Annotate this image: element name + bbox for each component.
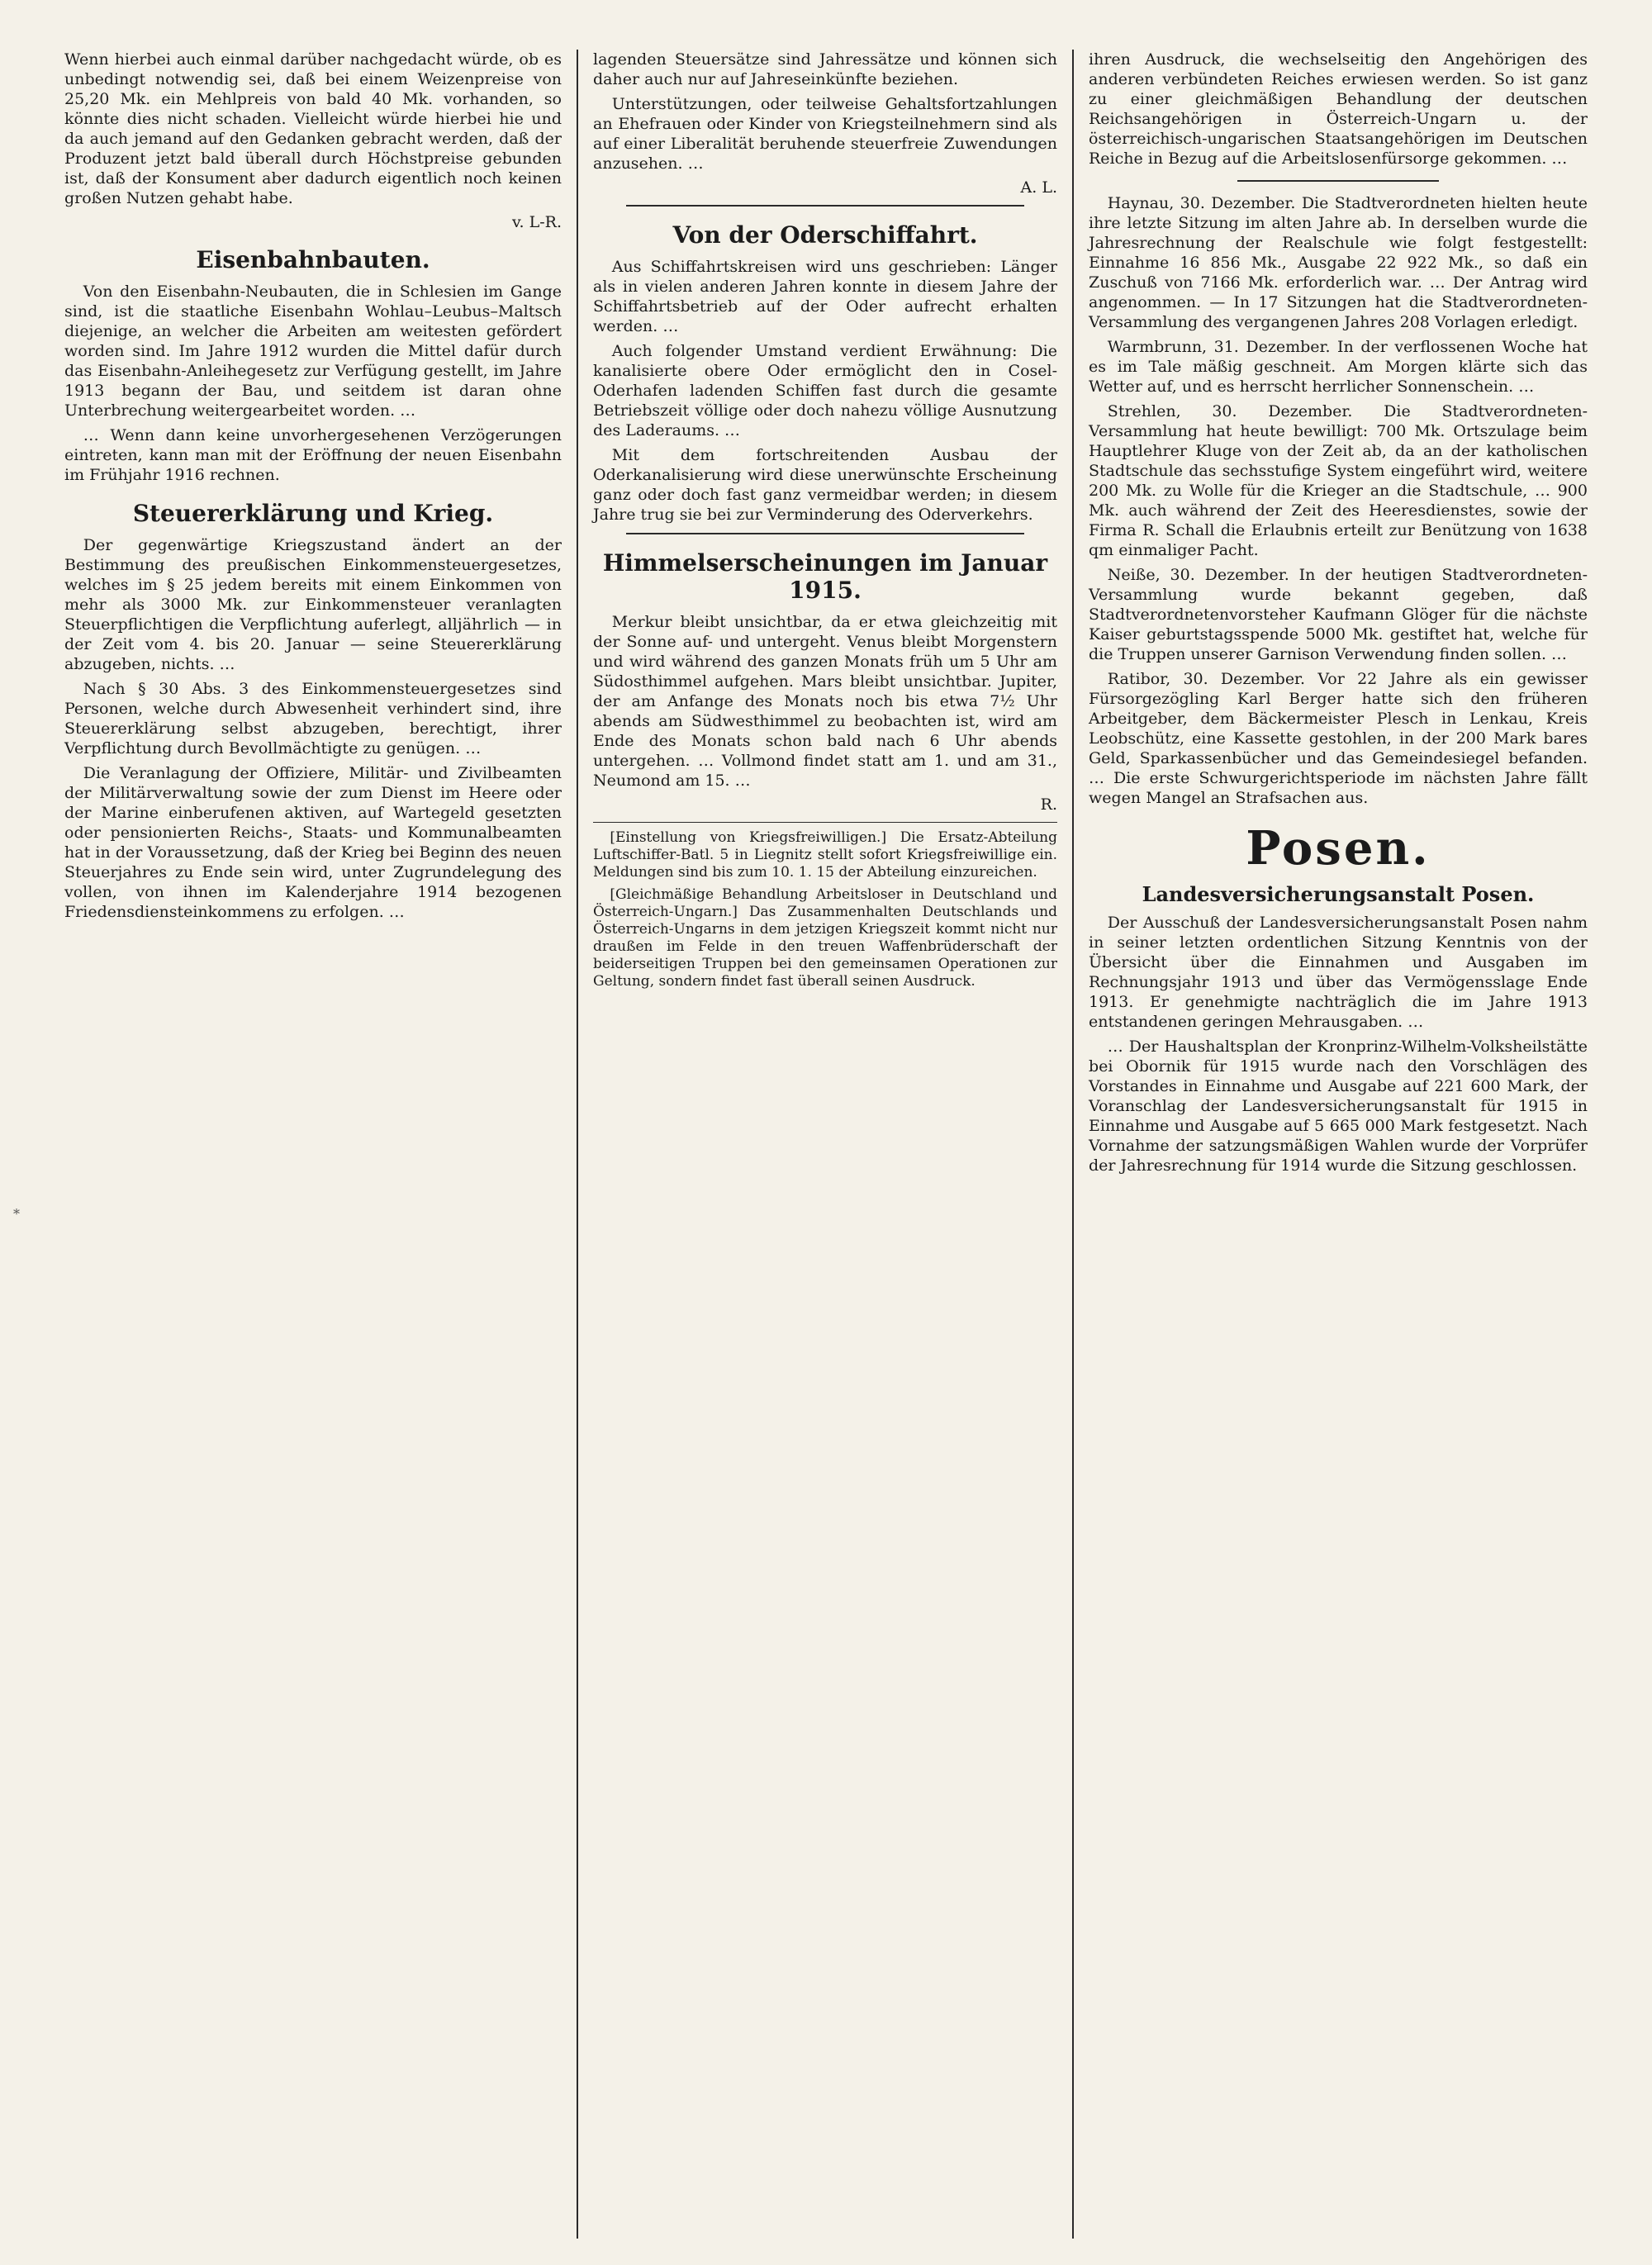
paragraph: Aus Schiffahrtskreisen wird uns geschrieben: Länger als in vielen anderen Jahren konnte in diesem Jahre der Schiffahrtsbetrieb auf der Oder aufrecht erhalten werden. …: [593, 258, 1057, 335]
headline-oderschiffahrt: Von der Oderschiffahrt.: [672, 221, 978, 249]
local-news-strehlen: Strehlen, 30. Dezember. Die Stadtverordneten-Versammlung hat heute bewilligt: 700 Mk. Ortszulage beim Hauptlehrer Kluge von der Zeit ab, da an der katholischen Stadtschule das sechsstufige System eingeführt wird, weitere 200 Mk. zu Wolle für die Krieger an die Stadtschule, … 900 Mk. auch während der Zeit des Heeresdienstes, sowie der Firma R. Schall die Erlaubnis erteilt zur Benützung von 1638 qm einmaliger Pacht.: [1089, 402, 1588, 559]
headline-eisenbahnbauten: Eisenbahnbauten.: [196, 246, 430, 273]
headline-landesversicherung: Landesversicherungsanstalt Posen.: [1142, 882, 1535, 906]
paragraph: … Der Haushaltsplan der Kronprinz-Wilhelm-Volksheilstätte bei Obornik für 1915 wurde nach den Vorschlägen des Vorstandes in Einnahme und Ausgabe auf 221 600 Mark, der Voranschlag der Landesversicherungsanstalt für 1915 in Einnahme und Ausgabe auf 5 665 000 Mark festgesetzt. Nach Vornahme der satzungsmäßigen Wahlen wurde der Vorprüfer der Jahresrechnung für 1914 wurde die Sitzung geschlossen.: [1089, 1038, 1588, 1175]
columns: [50, 50, 1619, 2239]
paragraph: lagenden Steuersätze sind Jahressätze und können sich daher auch nur auf Jahreseinkünfte beziehen.: [593, 50, 1057, 88]
headline-himmelserscheinungen: Himmelserscheinungen im Januar 1915.: [602, 549, 1048, 604]
notices: [593, 822, 1057, 990]
paragraph: Auch folgender Umstand verdient Erwähnung: Die kanalisierte obere Oder ermöglicht den in Cosel-Oderhafen ladenden Schiffen fast durch die gesamte Betriebszeit völlige oder doch nahezu völlige Ausnutzung des Laderaums. …: [593, 342, 1057, 439]
notice-arbeitslose: [Gleichmäßige Behandlung Arbeitsloser in Deutschland und Österreich-Ungarn.] Das Zusammenhalten Deutschlands und Österreich-Ungarns in dem jetzigen Kriegszeit kommt nicht nur draußen im Felde in den treuen Waffenbrüderschaft der beiderseitigen Truppen bei den gemeinsamen Operationen zur Geltung, sondern findet fast überall seinen Ausdruck.: [593, 886, 1057, 990]
paragraph: ihren Ausdruck, die wechselseitig den Angehörigen des anderen verbündeten Reiches erwiesen werden. So ist ganz zu einer gleichmäßigen Behandlung der deutschen Reichsangehörigen in Österreich-Ungarn u. der österreichisch-ungarischen Staatsangehörigen im Deutschen Reiche in Bezug auf die Arbeitslosenfürsorge gekommen. …: [1089, 50, 1588, 168]
local-news-warmbrunn: Warmbrunn, 31. Dezember. In der verflossenen Woche hat es im Tale mäßig geschneit. Am Morgen klärte sich das Wetter auf, und es herrscht herrlicher Sonnenschein. …: [1089, 338, 1588, 396]
paragraph: Unterstützungen, oder teilweise Gehaltsfortzahlungen an Ehefrauen oder Kinder von Kriegsteilnehmern sind als auf einer Liberalität beruhende steuerfreie Zuwendungen anzusehen. …: [593, 95, 1057, 173]
signature: R.: [1040, 795, 1057, 814]
paragraph: … Wenn dann keine unvorhergesehenen Verzögerungen eintreten, kann man mit der Eröffnung der neuen Eisenbahn im Frühjahr 1916 rechnen.: [64, 426, 562, 484]
paragraph: Mit dem fortschreitenden Ausbau der Oderkanalisierung wird diese unerwünschte Erscheinung ganz oder doch fast ganz vermeidbar werden; in diesem Jahre trug sie bei zur Verminderung des Oderverkehrs.: [593, 446, 1057, 524]
column-right: [1074, 50, 1602, 2239]
paragraph: Von den Eisenbahn-Neubauten, die in Schlesien im Gange sind, ist die staatliche Eisenbahn Wohlau–Leubus–Maltsch diejenige, an welcher die Arbeiten am weitesten gefördert worden sind. Im Jahre 1912 wurden die Mittel dafür durch das Eisenbahn-Anleihegesetz zur Verfügung gestellt, im Jahre 1913 begann der Bau, und seitdem ist daran ohne Unterbrechung weitergearbeitet worden. …: [64, 283, 562, 420]
paragraph: Nach § 30 Abs. 3 des Einkommensteuergesetzes sind Personen, welche durch Abwesenheit verhindert sind, ihre Steuererklärung selbst abzugeben, berechtigt, ihrer Verpflichtung durch Bevollmächtigte zu genügen. …: [64, 680, 562, 757]
margin-asterisk: *: [13, 1206, 20, 1222]
paragraph: Der gegenwärtige Kriegszustand ändert an der Bestimmung des preußischen Einkommensteuergesetzes, welches im § 25 jedem bereits mit einem Einkommen von mehr als 3000 Mk. zur Einkommensteuer veranlagten Steuerpflichtigen die Verpflichtung auferlegt, alljährlich — in der Zeit vom 4. bis 20. Januar — seine Steuererklärung abzugeben, nichts. …: [64, 536, 562, 673]
headline-steuererklaerung: Steuererklärung und Krieg.: [132, 500, 494, 527]
divider: [1237, 180, 1439, 182]
margin-marks: [8, 0, 33, 2265]
local-news-neisse: Neiße, 30. Dezember. In der heutigen Stadtverordneten-Versammlung wurde bekannt gegeben, daß Stadtverordnetenvorsteher Kaufmann Glöger für die nächste Kaiser geburtstagsspende 5000 Mk. gestiftet hat, welche für die Truppen unserer Garnison Verwendung finden sollen. …: [1089, 566, 1588, 663]
divider: [626, 205, 1024, 207]
section-heading-posen: Posen.: [1246, 821, 1431, 876]
signature: A. L.: [1020, 178, 1057, 197]
local-news-haynau: Haynau, 30. Dezember. Die Stadtverordneten hielten heute ihre letzte Sitzung im alten Jahre ab. In derselben wurde die Jahresrechnung der Realschule wie folgt festgestellt: Einnahme 16 856 Mk., Ausgabe 22 922 Mk., so daß ein Zuschuß von 7166 Mk. erforderlich war. … Der Antrag wird angenommen. — In 17 Sitzungen hat die Stadtverordneten-Versammlung des vergangenen Jahres 208 Vorlagen erledigt.: [1089, 194, 1588, 331]
paragraph: Merkur bleibt unsichtbar, da er etwa gleichzeitig mit der Sonne auf- und untergeht. Venus bleibt Morgenstern und wird während des ganzen Monats früh um 5 Uhr am Südosthimmel aufgehen. Mars bleibt unsichtbar. Jupiter, der am Anfange des Monats noch bis etwa 7½ Uhr abends am Südwesthimmel zu beobachten ist, wird am Ende des Monats schon bald nach 6 Uhr abends untergehen. … Vollmond findet statt am 1. und am 31., Neumond am 15. …: [593, 613, 1057, 790]
paragraph: Der Ausschuß der Landesversicherungsanstalt Posen nahm in seiner letzten ordentlichen Sitzung Kenntnis von der Übersicht über die Einnahmen und Ausgaben im Rechnungsjahr 1913 und über das Vermögensslage Ende 1913. Er genehmigte nachträglich die im Jahre 1913 entstandenen geringen Mehrausgaben. …: [1089, 914, 1588, 1031]
notice-kriegsfreiwillige: [Einstellung von Kriegsfreiwilligen.] Die Ersatz-Abteilung Luftschiffer-Batl. 5 in Liegnitz stellt sofort Kriegsfreiwillige ein. Meldungen sind bis zum 10. 1. 15 der Abteilung einzureichen.: [593, 829, 1057, 881]
local-news-ratibor: Ratibor, 30. Dezember. Vor 22 Jahre als ein gewisser Fürsorgezögling Karl Berger hatte sich den früheren Arbeitgeber, dem Bäckermeister Plesch in Lenkau, Kreis Leobschütz, eine Kassette gestohlen, in der 200 Mark bares Geld, Sparkassenbücher und das Gemeindesiegel befanden. … Die erste Schwurgerichtsperiode im nächsten Jahre fällt wegen Mangel an Strafsachen aus.: [1089, 670, 1588, 807]
column-left: [50, 50, 578, 2239]
signature: v. L-R.: [512, 213, 562, 231]
divider: [626, 533, 1024, 534]
paragraph: Die Veranlagung der Offiziere, Militär- und Zivilbeamten der Militärverwaltung sowie der zum Dienst im Heere oder der Marine einberufenen aktiven, auf Wartegeld gesetzten oder pensionierten Reichs-, Staats- und Kommunalbeamten hat in der Voraussetzung, daß der Krieg bei Beginn des neuen Steuerjahres zu Ende sein wird, unter Zugrundelegung des vollen, von ihnen im Kalenderjahre 1914 bezogenen Friedensdiensteinkommens zu erfolgen. …: [64, 764, 562, 921]
article-intro: Wenn hierbei auch einmal darüber nachgedacht würde, ob es unbedingt notwendig sei, daß bei einem Weizenpreise von 25,20 Mk. ein Mehlpreis von bald 40 Mk. vorhanden, so könnte dies nicht schaden. Vielleicht würde hierbei hie und da auch jemand auf den Gedanken gebracht werden, daß der Produzent jetzt bald überall durch Höchstpreise gebunden ist, daß der Konsument aber dadurch eigentlich noch keinen großen Nutzen gehabt habe.: [64, 50, 562, 207]
column-middle: [578, 50, 1074, 2239]
